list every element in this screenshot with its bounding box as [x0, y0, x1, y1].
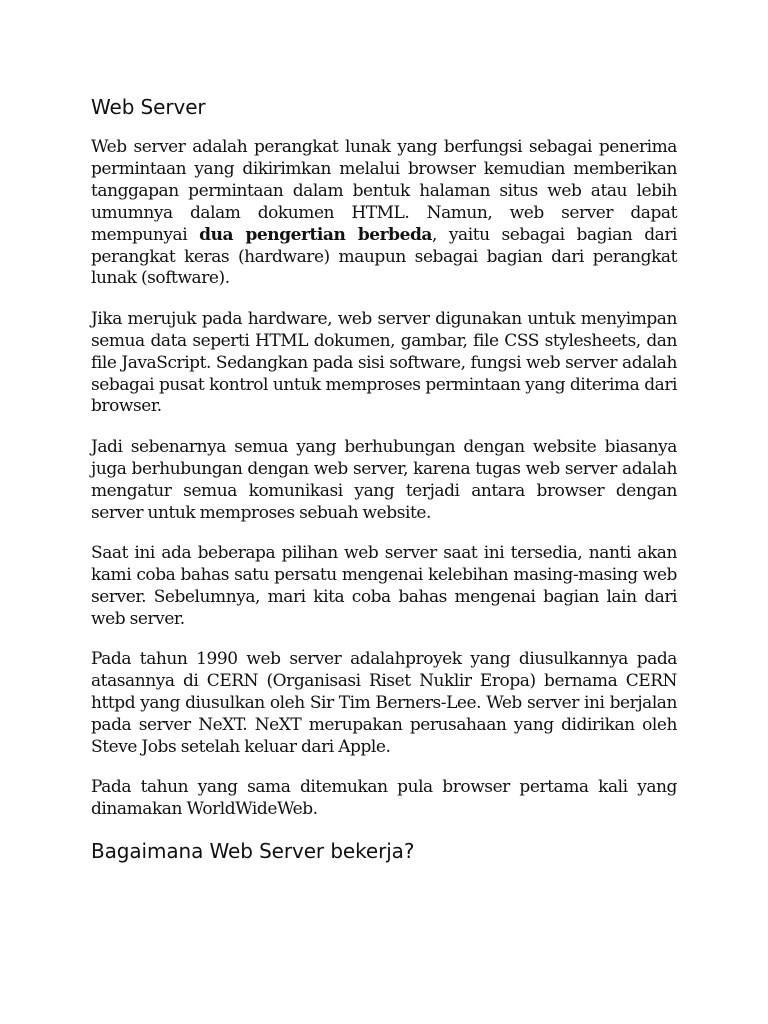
page-title: Web Server	[91, 95, 206, 119]
paragraph-options: Saat ini ada beberapa pilihan web server saat ini tersedia, nanti akan kami coba bahas satu persatu mengenai kelebihan masing-masing web server. Sebelumnya, mari kita coba bahas mengenai bagian lain dari web server.	[91, 543, 677, 629]
paragraph-history: Pada tahun 1990 web server adalahproyek yang diusulkannya pada atasannya di CERN (Organisasi Riset Nuklir Eropa) bernama CERN httpd yang diusulkan oleh Sir Tim Berners-Lee. Web server ini berjalan pada server NeXT. NeXT merupakan perusahaan yang didirikan oleh Steve Jobs setelah keluar dari Apple.	[91, 649, 677, 757]
document-page	[91, 0, 677, 863]
paragraph-hardware-software: Jika merujuk pada hardware, web server digunakan untuk menyimpan semua data seperti HTML dokumen, gambar, file CSS stylesheets, dan file JavaScript. Sedangkan pada sisi software, fungsi web server adalah sebagai pusat kontrol untuk memproses permintaan yang diterima dari browser.	[91, 308, 677, 417]
paragraph-intro-text: Web server adalah perangkat lunak yang berfungsi sebagai penerima permintaan yang dikirimkan melalui browser kemudian memberikan tanggapan permintaan dalam bentuk halaman situs web atau lebih umumnya dalam dokumen HTML. Namun, web server dapat mempunyai	[91, 137, 677, 245]
bold-phrase: dua pengertian berbeda	[199, 224, 432, 245]
paragraph-intro	[91, 137, 677, 290]
paragraph-website-relation: Jadi sebenarnya semua yang berhubungan dengan website biasanya juga berhubungan dengan web server, karena tugas web server adalah mengatur semua komunikasi yang terjadi antara browser dengan server untuk memproses sebuah website.	[91, 436, 677, 523]
section-heading: Bagaimana Web Server bekerja?	[91, 839, 415, 864]
paragraph-first-browser: Pada tahun yang sama ditemukan pula browser pertama kali yang dinamakan WorldWideWeb.	[91, 777, 677, 820]
paragraph-intro-text-end: , yaitu sebagai bagian dari perangkat keras (hardware) maupun sebagai bagian dari perangkat lunak (software).	[91, 224, 677, 289]
